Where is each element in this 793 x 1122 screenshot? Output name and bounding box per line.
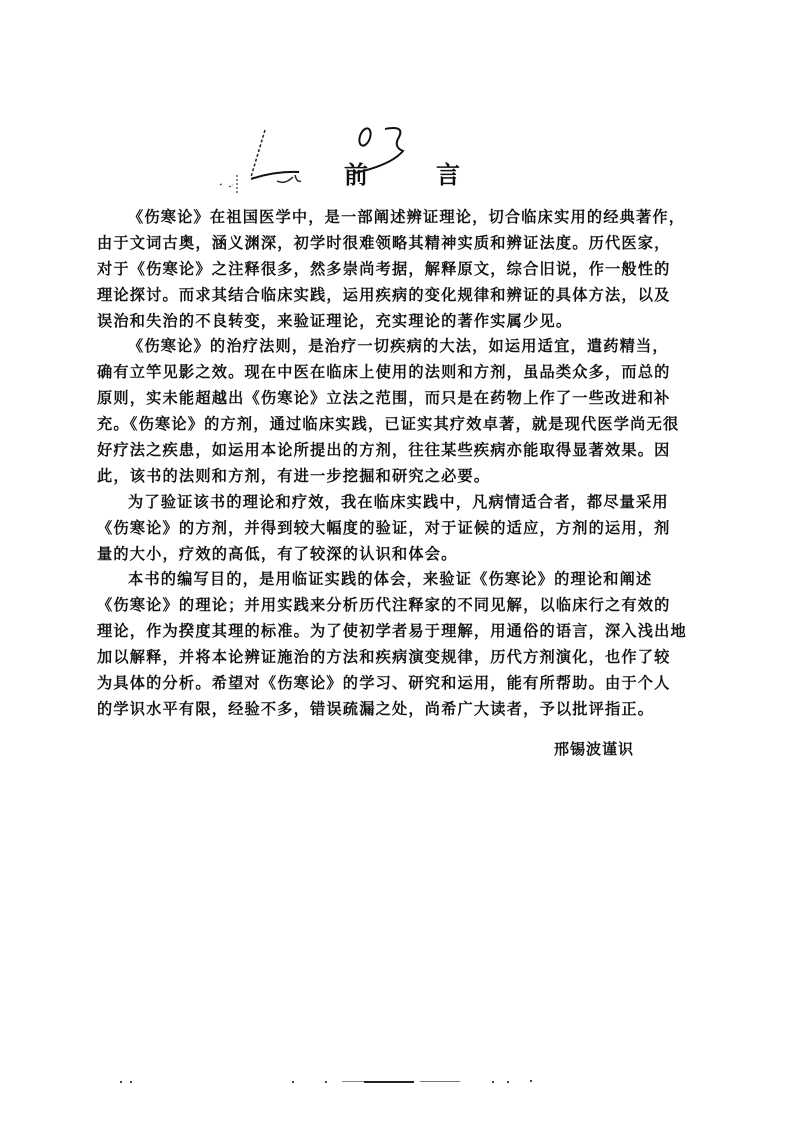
text-line: 确有立竿见影之效。现在中医在临床上使用的法则和方剂，虽品类众多，而总的 [97, 363, 671, 382]
text-line: 《伤寒论》在祖国医学中，是一部阐述辨证理论，切合临床实用的经典著作， [128, 208, 686, 226]
scan-dot [530, 1080, 532, 1082]
paragraph-2 [97, 334, 709, 489]
page-title [0, 158, 793, 192]
text-line: 对于《伤寒论》之注释很多，然多崇尚考据，解释原文，综合旧说，作一般性的 [97, 259, 671, 278]
text-line: 《伤寒论》的治疗法则，是治疗一切疾病的大法，如运用适宜，遣药精当， [128, 337, 669, 356]
text-line: 此，该书的法则和方剂，有进一步挖掘和研究之必要。 [97, 466, 491, 485]
preface-body [97, 205, 709, 723]
text-line: 为了验证该书的理论和疗效，我在临床实践中，凡病情适合者，都尽量采用 [128, 492, 669, 511]
paragraph-1 [97, 205, 709, 334]
scan-dot [325, 1081, 327, 1083]
page-title-char-2: 言 [436, 160, 460, 189]
text-line: 理论探讨。而求其结合临床实践，运用疾病的变化规律和辨证的具体方法，以及 [97, 285, 671, 304]
text-line: 原则，实未能超越出《伤寒论》立法之范围，而只是在药物上作了一些改进和补 [97, 389, 671, 408]
text-line: 为具体的分析。希望对《伤寒论》的学习、研究和运用，能有所帮助。由于个人 [97, 674, 671, 693]
scan-dot [292, 1081, 294, 1083]
text-line: 《伤寒论》的方剂，并得到较大幅度的验证，对于证候的适应，方剂的运用，剂 [97, 518, 671, 537]
scan-dot [507, 1081, 509, 1083]
author-signature: 邢锡波谨识 [554, 740, 635, 758]
paragraph-4 [97, 567, 709, 722]
text-line: 量的大小，疗效的高低，有了较深的认识和体会。 [97, 544, 458, 563]
scan-dot [492, 1081, 494, 1083]
text-line: 加以解释，并将本论辨证施治的方法和疾病演变规律，历代方剂演化，也作了较 [97, 648, 671, 667]
text-line: 好疗法之疾患，如运用本论所提出的方剂，往往某些疾病亦能取得显著效果。因 [97, 441, 671, 460]
text-line: 由于文词古奥，涵义渊深，初学时很难领略其精神实质和辨证法度。历代医家， [97, 233, 671, 252]
text-line: 误治和失治的不良转变，来验证理论，充实理论的著作实属少见。 [97, 311, 573, 330]
page-title-char-1: 前 [344, 160, 368, 189]
scan-line [420, 1081, 460, 1082]
scan-artifact-marks [120, 1080, 580, 1084]
scan-dot [130, 1081, 132, 1083]
text-line: 充。《伤寒论》的方剂，通过临床实践，已证实其疗效卓著，就是现代医学尚无很 [97, 415, 680, 434]
text-line: 《伤寒论》的理论；并用实践来分析历代注释家的不同见解，以临床行之有效的 [97, 596, 671, 615]
text-line: 理论，作为揆度其理的标准。为了使初学者易于理解，用通俗的语言，深入浅出地 [97, 622, 687, 641]
scan-dot [120, 1081, 122, 1083]
scan-line [364, 1081, 414, 1083]
text-line: 的学识水平有限，经验不多，错误疏漏之处，尚希广大读者，予以批评指正。 [97, 699, 655, 718]
paragraph-3 [97, 490, 709, 568]
text-line: 本书的编写目的，是用临证实践的体会，来验证《伤寒论》的理论和阐述 [128, 570, 653, 589]
